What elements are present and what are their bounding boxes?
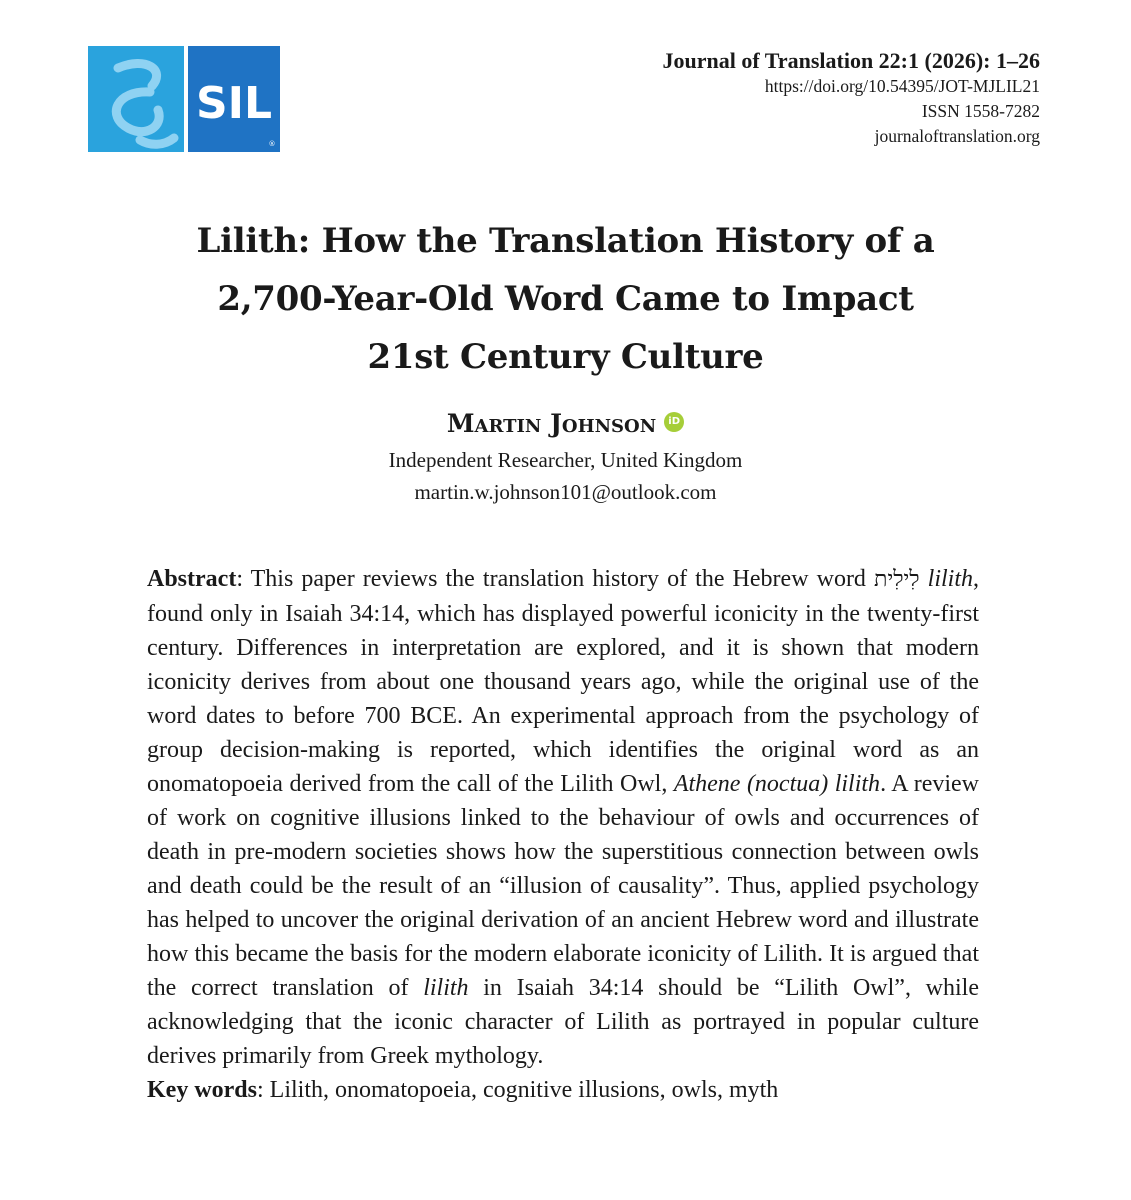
title-line-1: Lilith: How the Translation History of a (196, 221, 935, 261)
abstract-paragraph (147, 562, 979, 1073)
author-name: Martin Johnson (446, 409, 657, 438)
sil-logo (88, 46, 280, 152)
author-block (0, 404, 1131, 508)
journal-doi[interactable]: https://doi.org/10.54395/JOT-MJLIL21 (764, 76, 1040, 96)
abstract-space (920, 566, 928, 592)
keywords-paragraph (147, 1073, 979, 1107)
journal-issn: ISSN 1558-7282 (921, 101, 1040, 121)
article-title (0, 212, 1131, 386)
journal-header (663, 48, 1040, 149)
species-name: Athene (noctua) lilith (673, 771, 881, 797)
hebrew-word: לִילִית (874, 567, 920, 592)
author-affiliation: Independent Researcher, United Kingdom (388, 448, 743, 472)
abstract-text-4: in Isaiah 34:14 should be “Lilith Owl”, while acknowledging that the iconic character of Lilith as portrayed in popular culture derives primarily from Greek mythology. (147, 975, 980, 1069)
abstract-text-3: . A review of work on cognitive illusions linked to the behaviour of owls and occurrences of death in pre-modern societies shows how the superstitious connection between owls and death could be the result of an “illusion of causality”. Thus, applied psychology has helped to uncover the original derivation of an ancient Hebrew word and illustrate how this became the basis for the modern elaborate iconicity of Lilith. It is argued that the correct translation of (147, 771, 979, 1001)
term-lilith-2: lilith (423, 975, 469, 1001)
title-line-2: 2,700-Year-Old Word Came to Impact (217, 279, 914, 319)
author-email[interactable]: martin.w.johnson101@outlook.com (414, 480, 717, 504)
journal-name: Journal of Translation 22:1 (2026): 1–26 (662, 48, 1040, 73)
keywords-text: Lilith, onomatopoeia, cognitive illusions, owls, myth (269, 1077, 779, 1103)
logo-text: SIL (195, 78, 273, 129)
term-lilith: lilith (927, 566, 974, 592)
abstract-label: Abstract (147, 566, 237, 592)
keywords-separator: : (257, 1077, 270, 1103)
abstract-text-2: , found only in Isaiah 34:14, which has displayed powerful iconicity in the twenty-first century. Differences in interpretation are explored, and it is shown that modern iconicity derives from about one thousand years ago, while the original use of the word dates to before 700 BCE. An experimental approach from the psychology of group decision-making is reported, which identifies the original word as an onomatopoeia derived from the call of the Lilith Owl, (147, 566, 980, 797)
journal-website[interactable]: journaloftranslation.org (874, 126, 1040, 146)
logo-reg-mark: ® (268, 140, 276, 148)
title-line-3: 21st Century Culture (367, 337, 764, 377)
author-line (447, 404, 684, 444)
abstract-separator: : (236, 566, 251, 592)
orcid-icon[interactable]: iD (664, 412, 684, 432)
keywords-label: Key words (147, 1077, 257, 1103)
abstract-text-1: This paper reviews the translation history of the Hebrew word (250, 566, 875, 592)
abstract-section (147, 562, 979, 1107)
